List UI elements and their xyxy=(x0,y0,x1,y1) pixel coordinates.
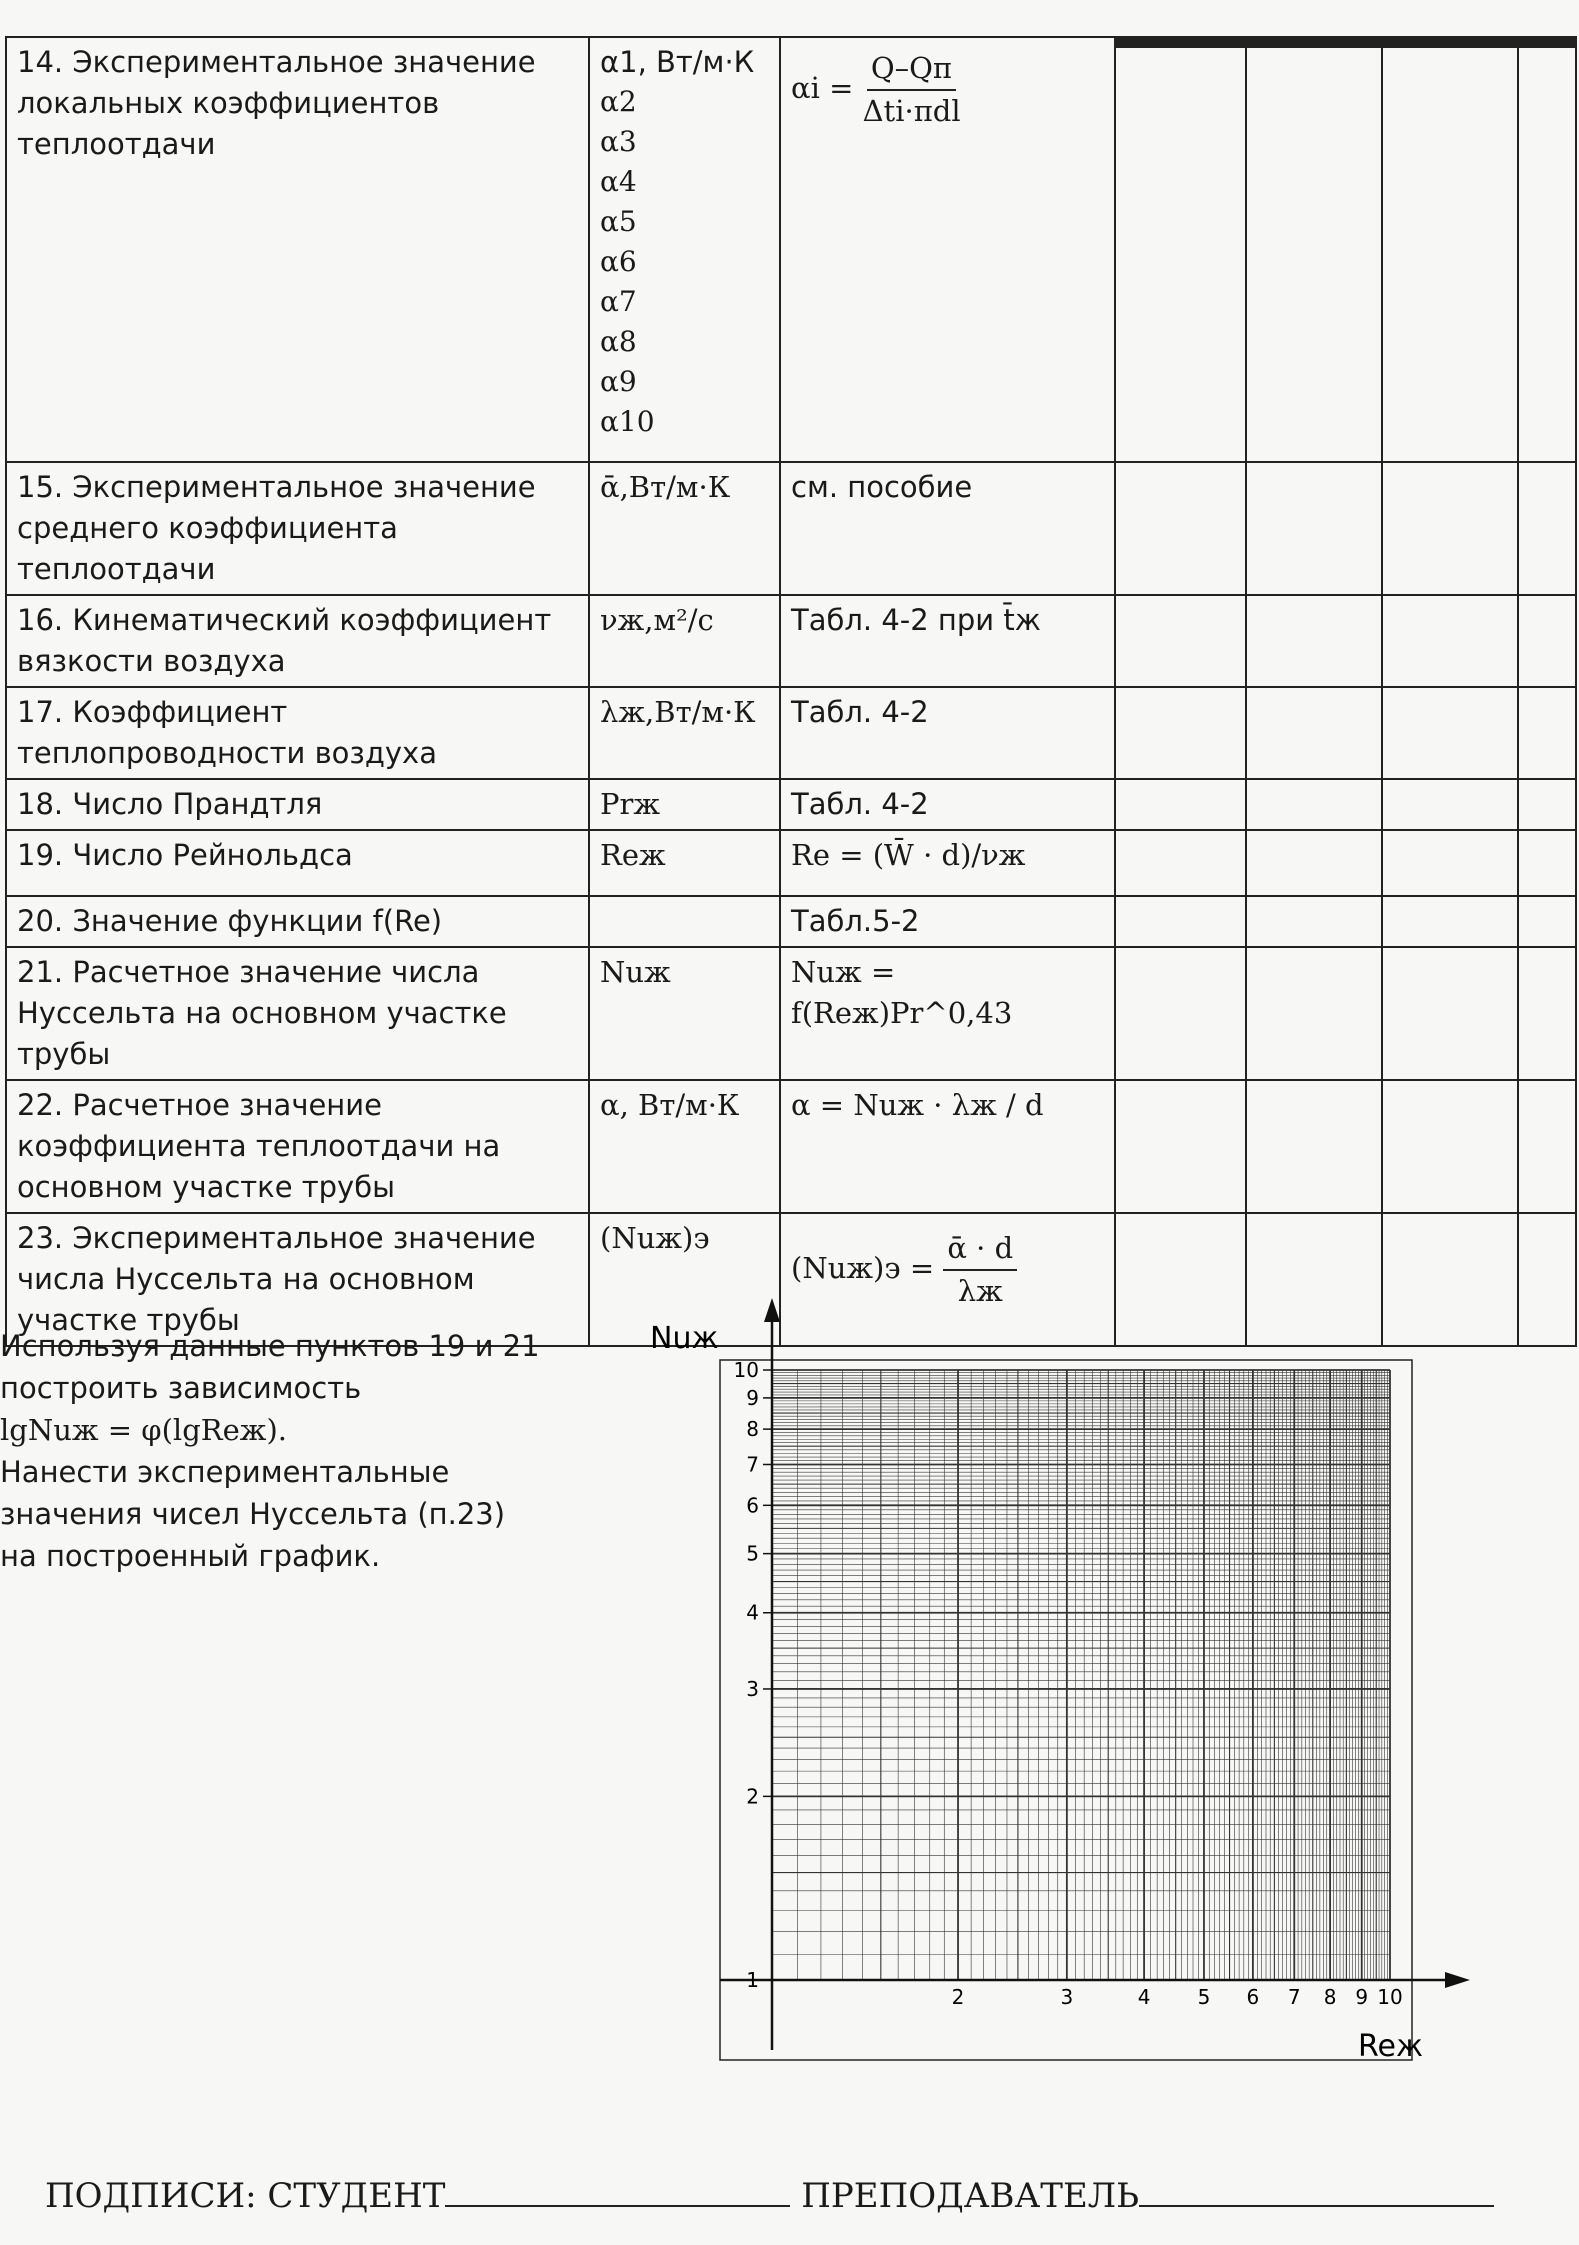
unit-cell: (Nuж)э xyxy=(589,1213,780,1346)
y-tick-label: 9 xyxy=(746,1385,759,1410)
table-row xyxy=(6,1080,1576,1213)
alpha-item: α7 xyxy=(600,285,637,318)
value-cell xyxy=(1115,462,1246,595)
formula-cell: α = Nuж · λж / d xyxy=(780,1080,1115,1213)
unit-cell: Prж xyxy=(589,779,780,830)
value-cell xyxy=(1246,896,1382,947)
log-chart xyxy=(620,1290,1520,2140)
value-cell xyxy=(1518,1213,1576,1346)
value-cell xyxy=(1518,687,1576,779)
data-table xyxy=(5,36,1577,1347)
formula-cell: Табл.5-2 xyxy=(780,896,1115,947)
table-row xyxy=(6,595,1576,687)
value-cell xyxy=(1246,462,1382,595)
value-cell xyxy=(1518,1080,1576,1213)
unit-cell: ᾱ,Вт/м·К xyxy=(589,462,780,595)
formula-cell: Табл. 4-2 xyxy=(780,687,1115,779)
formula-lhs: (Nuж)э = xyxy=(791,1251,935,1285)
value-cell xyxy=(1382,830,1518,896)
formula-cell: Табл. 4-2 при t̄ж xyxy=(780,595,1115,687)
value-cell xyxy=(1382,896,1518,947)
chart-grid xyxy=(720,1360,1412,2060)
value-cell xyxy=(1115,830,1246,896)
unit-cell: Reж xyxy=(589,830,780,896)
x-tick-label: 7 xyxy=(1287,1985,1301,2009)
fraction-denominator: Δti·πdl xyxy=(862,94,961,128)
instruction-formula: lgNuж = φ(lgReж). xyxy=(0,1413,287,1447)
row-name: 20. Значение функции f(Re) xyxy=(6,896,589,947)
x-axis-arrow xyxy=(1445,1972,1470,1988)
row-name: 19. Число Рейнольдса xyxy=(6,830,589,896)
signature-line xyxy=(45,2175,1575,2216)
unit-cell xyxy=(589,896,780,947)
x-tick-label: 10 xyxy=(1377,1985,1403,2009)
fraction-numerator: Q–Qп xyxy=(867,48,956,91)
value-cell xyxy=(1115,595,1246,687)
value-cell xyxy=(1246,37,1382,462)
value-cell xyxy=(1246,779,1382,830)
unit-cell: α, Вт/м·К xyxy=(589,1080,780,1213)
row-name: 18. Число Прандтля xyxy=(6,779,589,830)
y-tick-label: 7 xyxy=(746,1452,759,1477)
x-tick-label: 5 xyxy=(1197,1985,1211,2009)
teacher-signature-field[interactable] xyxy=(1139,2175,1494,2207)
unit-cell: Nuж xyxy=(589,947,780,1080)
student-signature-field[interactable] xyxy=(445,2175,790,2207)
alpha-item: α3 xyxy=(600,125,637,158)
alpha-item: α4 xyxy=(600,165,637,198)
value-cell xyxy=(1382,687,1518,779)
value-cell xyxy=(1382,595,1518,687)
value-cell xyxy=(1518,896,1576,947)
y-tick-label: 1 xyxy=(746,1968,759,1992)
formula-cell: Табл. 4-2 xyxy=(780,779,1115,830)
value-cell xyxy=(1115,687,1246,779)
value-cell xyxy=(1382,1080,1518,1213)
y-tick-label: 10 xyxy=(733,1358,759,1382)
chart-axes xyxy=(720,1298,1470,2050)
instruction-line: Используя данные пунктов 19 и 21 xyxy=(0,1329,540,1363)
alpha-item: α5 xyxy=(600,205,637,238)
y-tick-label: 6 xyxy=(746,1493,759,1518)
alpha-item: α2 xyxy=(600,85,637,118)
alpha-item: α6 xyxy=(600,245,637,278)
y-tick-label: 4 xyxy=(746,1600,759,1625)
x-tick-label: 2 xyxy=(951,1985,965,2009)
value-cell xyxy=(1518,947,1576,1080)
value-cell xyxy=(1382,779,1518,830)
table-row xyxy=(6,687,1576,779)
value-cell xyxy=(1518,830,1576,896)
alpha-item: α10 xyxy=(600,405,655,438)
value-cell xyxy=(1518,37,1576,462)
alpha-item: α1, Вт/м·К xyxy=(600,45,755,79)
table-row xyxy=(6,830,1576,896)
table-row xyxy=(6,947,1576,1080)
row-name: 16. Кинематический коэффициент вязкости воздуха xyxy=(6,595,589,687)
instruction-line: Нанести экспериментальные xyxy=(0,1455,450,1489)
formula-cell: Re = (W̄ · d)/νж xyxy=(780,830,1115,896)
formula-cell xyxy=(780,37,1115,462)
value-cell xyxy=(1246,947,1382,1080)
instruction-line: построить зависимость xyxy=(0,1371,362,1405)
y-tick-label: 8 xyxy=(746,1417,759,1442)
value-cell xyxy=(1246,830,1382,896)
formula-cell: см. пособие xyxy=(780,462,1115,595)
alpha-item: α8 xyxy=(600,325,637,358)
value-cell xyxy=(1518,595,1576,687)
alpha-list xyxy=(600,42,769,442)
fraction xyxy=(863,48,961,132)
alpha-item: α9 xyxy=(600,365,637,398)
value-cell xyxy=(1246,687,1382,779)
instructions xyxy=(0,1325,570,1577)
formula-lhs: αi = xyxy=(791,71,854,105)
row-name: 22. Расчетное значение коэффициента теплоотдачи на основном участке трубы xyxy=(6,1080,589,1213)
value-cell xyxy=(1115,37,1246,462)
y-tick-label: 3 xyxy=(746,1676,759,1701)
table-row xyxy=(6,779,1576,830)
value-cell xyxy=(1518,779,1576,830)
x-tick-label: 4 xyxy=(1137,1985,1151,2009)
table-row xyxy=(6,462,1576,595)
table-row xyxy=(6,896,1576,947)
formula-cell: Nuж = f(Reж)Pr^0,43 xyxy=(780,947,1115,1080)
unit-cell: λж,Вт/м·К xyxy=(589,687,780,779)
y-axis-arrow xyxy=(764,1298,780,1322)
value-cell xyxy=(1115,947,1246,1080)
x-tick-label: 6 xyxy=(1246,1985,1260,2009)
value-cell xyxy=(1115,1080,1246,1213)
row-name: 14. Экспериментальное значение локальных коэффициентов теплоотдачи xyxy=(6,37,589,462)
x-tick-label: 3 xyxy=(1060,1985,1074,2009)
value-cell xyxy=(1382,37,1518,462)
x-axis-label: Reж xyxy=(1358,2029,1423,2064)
x-tick-label: 8 xyxy=(1323,1985,1337,2009)
value-cell xyxy=(1246,595,1382,687)
y-axis-label: Nuж xyxy=(650,1321,719,1356)
row-name: 17. Коэффициент теплопроводности воздуха xyxy=(6,687,589,779)
value-cell xyxy=(1246,1080,1382,1213)
y-tick-label: 2 xyxy=(746,1784,759,1809)
fraction-denominator: λж xyxy=(957,1274,1003,1308)
table-row xyxy=(6,37,1576,462)
y-tick-label: 5 xyxy=(746,1541,759,1566)
instruction-line: на построенный график. xyxy=(0,1539,381,1573)
value-cell xyxy=(1518,462,1576,595)
value-cell xyxy=(1382,947,1518,1080)
instruction-line: значения чисел Нуссельта (п.23) xyxy=(0,1497,506,1531)
row-name: 15. Экспериментальное значение среднего коэффициента теплоотдачи xyxy=(6,462,589,595)
unit-cell xyxy=(589,37,780,462)
teacher-signature-label: ПРЕПОДАВАТЕЛЬ xyxy=(801,2176,1140,2216)
student-signature-label: ПОДПИСИ: СТУДЕНТ xyxy=(45,2176,446,2216)
x-tick-label: 9 xyxy=(1355,1985,1369,2009)
value-cell xyxy=(1115,779,1246,830)
row-name: 21. Расчетное значение числа Нуссельта на основном участке трубы xyxy=(6,947,589,1080)
unit-cell: νж,м²/с xyxy=(589,595,780,687)
fraction-numerator: ᾱ · d xyxy=(943,1228,1017,1271)
row-name: 23. Экспериментальное значение числа Нуссельта на основном участке трубы xyxy=(6,1213,589,1346)
value-cell xyxy=(1115,896,1246,947)
value-cell xyxy=(1382,462,1518,595)
